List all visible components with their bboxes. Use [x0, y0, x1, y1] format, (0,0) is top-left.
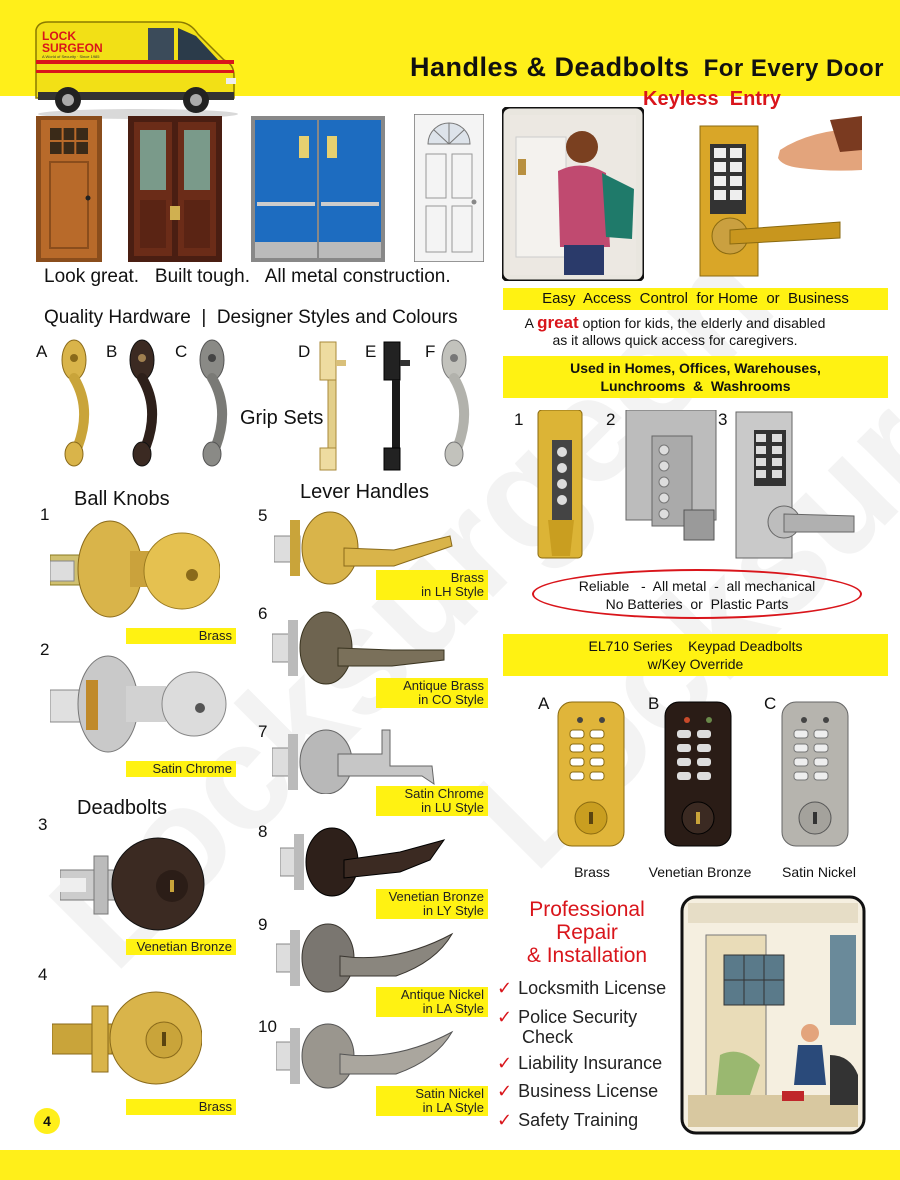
el710-keypad-bronze — [663, 700, 733, 850]
reliable-line2: No Batteries or Plastic Parts — [605, 596, 789, 612]
check-item-locksmith — [497, 978, 666, 999]
deadbolt-3-label: Venetian Bronze — [126, 939, 236, 955]
van-logo-line1: LOCK — [42, 29, 76, 43]
check-item-liability — [497, 1053, 662, 1074]
ball-knob-num-2: 2 — [40, 640, 50, 659]
used-in-bar — [503, 356, 888, 398]
great-option-line2: as it allows quick access for caregivers. — [552, 332, 798, 348]
reliable-oval — [532, 569, 862, 619]
lever-6-label — [376, 678, 488, 708]
grip-letter-d: D — [298, 342, 311, 361]
check-item-police — [497, 1007, 637, 1028]
check-mark-icon: ✓ — [497, 1053, 513, 1073]
keypad-num-3: 3 — [718, 410, 728, 429]
lever-satin-chrome-lu — [272, 724, 442, 794]
el710-keypad-brass — [556, 700, 626, 850]
lever-satin-nickel-la — [276, 1020, 456, 1092]
deadbolt-4-label: Brass — [126, 1099, 236, 1115]
lever-9-label-line1: Antique Nickel — [400, 987, 484, 1002]
el710-label-a: Brass — [574, 864, 610, 880]
great-pre: A — [524, 315, 538, 331]
van-logo-line2: SURGEON — [42, 41, 103, 55]
great-option-line1 — [500, 314, 850, 332]
ball-knob-brass — [50, 515, 220, 623]
lever-antique-nickel-la — [276, 918, 456, 998]
keyless-entry-heading: Keyless Entry — [643, 88, 781, 110]
check-mark-icon: ✓ — [497, 978, 513, 998]
check-item-business — [497, 1081, 658, 1102]
lever-8-label — [376, 889, 488, 919]
grip-letter-e: E — [365, 342, 377, 361]
deadbolts-heading: Deadbolts — [77, 797, 168, 819]
check-mark-icon: ✓ — [497, 1110, 513, 1130]
lever-handles-heading: Lever Handles — [300, 481, 429, 503]
grip-set-c-nickel — [194, 338, 238, 470]
grip-sets-label: Grip Sets — [240, 407, 324, 429]
page-title-sub: For Every Door — [703, 55, 884, 82]
ball-knob-1-label: Brass — [126, 628, 236, 644]
door-white-fanlight — [414, 114, 484, 262]
deadbolt-brass — [52, 980, 202, 1096]
check-label-liability: Liability Insurance — [518, 1053, 663, 1073]
professional-line2: Repair — [556, 921, 618, 944]
el710-line1: EL710 Series Keypad Deadbolts — [588, 638, 803, 654]
lever-num-7: 7 — [258, 722, 268, 741]
lever-6-label-line2: in CO Style — [418, 692, 484, 707]
el710-letter-b: B — [648, 694, 660, 713]
great-post: option for kids, the elderly and disabled — [578, 315, 826, 331]
van-illustration — [28, 16, 244, 120]
mechanical-keypad-1-brass — [534, 410, 586, 560]
ball-knob-2-label: Satin Chrome — [126, 761, 236, 777]
check-label-locksmith: Locksmith License — [518, 978, 667, 998]
lever-num-5: 5 — [258, 506, 268, 525]
grip-set-b-bronze — [124, 338, 168, 470]
lever-10-label-line2: in LA Style — [422, 1100, 484, 1115]
el710-label-c: Satin Nickel — [782, 864, 856, 880]
doors-caption: Look great. Built tough. All metal construction. — [44, 266, 451, 287]
grip-letter-a: A — [36, 342, 48, 361]
great-word: great — [537, 313, 579, 332]
lever-num-6: 6 — [258, 604, 268, 623]
page-number-badge: 4 — [34, 1108, 60, 1134]
grip-letter-c: C — [175, 342, 188, 361]
lever-5-label-line2: in LH Style — [421, 584, 484, 599]
lever-8-label-line1: Venetian Bronze — [388, 889, 484, 904]
door-metal-double — [251, 116, 385, 262]
professional-line3: & Installation — [526, 944, 648, 967]
grip-letter-f: F — [425, 342, 436, 361]
el710-letter-c: C — [764, 694, 777, 713]
check-mark-icon: ✓ — [497, 1007, 513, 1027]
door-wood-craftsman — [36, 116, 102, 262]
used-in-line2: Lunchrooms & Washrooms — [600, 378, 791, 394]
lever-8-label-line2: in LY Style — [423, 903, 484, 918]
professional-title — [500, 898, 674, 967]
mechanical-keypad-2-grey — [624, 410, 718, 550]
used-in-line1: Used in Homes, Offices, Warehouses, — [570, 360, 821, 376]
lever-7-label-line2: in LU Style — [421, 800, 484, 815]
deadbolt-venetian-bronze — [60, 830, 210, 936]
quality-hardware-heading: Quality Hardware | Designer Styles and Colours — [44, 307, 458, 328]
keyless-keypad-photo — [690, 110, 862, 280]
el710-letter-a: A — [538, 694, 550, 713]
van-logo-tagline: A World of Security · Since 1985 — [42, 54, 100, 59]
lever-5-label — [376, 570, 488, 600]
lever-num-8: 8 — [258, 822, 268, 841]
el710-line2: w/Key Override — [647, 656, 744, 672]
lever-10-label-line1: Satin Nickel — [415, 1086, 484, 1101]
grip-set-f-nickel — [436, 338, 480, 470]
footer-band — [0, 1150, 900, 1180]
check-label-safety: Safety Training — [518, 1110, 639, 1130]
lever-antique-brass-co — [272, 606, 450, 686]
great-option-text — [500, 314, 850, 349]
page-title — [410, 52, 884, 83]
grip-set-d-brass — [316, 340, 348, 474]
keypad-num-2: 2 — [606, 410, 616, 429]
lever-9-label — [376, 987, 488, 1017]
ball-knob-satin-chrome — [50, 650, 228, 756]
locksmith-illustration — [680, 895, 866, 1135]
door-wood-double — [128, 116, 222, 262]
check-label-police-cont: Check — [522, 1027, 574, 1047]
lever-10-label — [376, 1086, 488, 1116]
lever-num-10: 10 — [258, 1017, 277, 1036]
ball-knobs-heading: Ball Knobs — [74, 488, 170, 510]
el710-keypad-satin-nickel — [780, 700, 850, 850]
lever-num-9: 9 — [258, 915, 268, 934]
el710-label-b: Venetian Bronze — [648, 864, 752, 880]
lever-7-label-line1: Satin Chrome — [404, 786, 484, 801]
keypad-num-1: 1 — [514, 410, 524, 429]
lever-7-label — [376, 786, 488, 816]
page-title-main: Handles & Deadbolts — [410, 52, 690, 82]
el710-bar — [503, 634, 888, 676]
grip-set-a-brass — [56, 338, 100, 470]
professional-line1: Professional — [529, 898, 645, 921]
lever-5-label-line1: Brass — [450, 570, 484, 585]
deadbolt-num-4: 4 — [38, 965, 48, 984]
ball-knob-num-1: 1 — [40, 505, 50, 524]
reliable-line1: Reliable - All metal - all mechanical — [578, 578, 816, 594]
grip-set-e-bronze — [380, 340, 412, 474]
check-mark-icon: ✓ — [497, 1081, 513, 1101]
easy-access-bar: Easy Access Control for Home or Business — [503, 288, 888, 310]
keyless-entry-photo-woman — [502, 107, 644, 281]
lever-9-label-line2: in LA Style — [422, 1001, 484, 1016]
lever-6-label-line1: Antique Brass — [403, 678, 484, 693]
check-label-business: Business License — [518, 1081, 659, 1101]
mechanical-keypad-3-chrome — [734, 410, 858, 560]
grip-letter-b: B — [106, 342, 118, 361]
check-label-police: Police Security — [518, 1007, 638, 1027]
deadbolt-num-3: 3 — [38, 815, 48, 834]
check-item-safety — [497, 1110, 638, 1131]
